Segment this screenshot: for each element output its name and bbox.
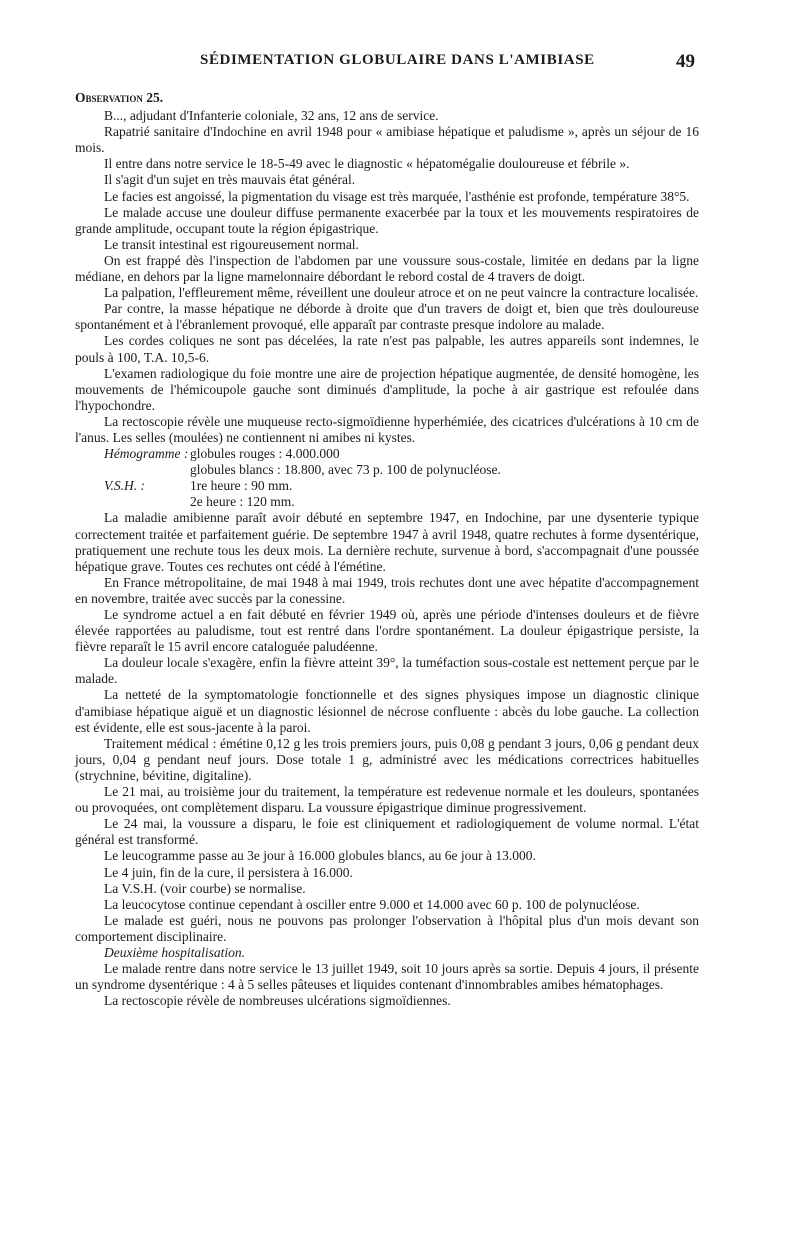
white-cells-value: globules blancs : 18.800, avec 73 p. 100 de polynucléose. [190, 462, 501, 478]
paragraph: Le leucogramme passe au 3e jour à 16.000 globules blancs, au 6e jour à 13.000. [104, 848, 536, 864]
paragraph: Le malade rentre dans notre service le 13 juillet 1949, soit 10 jours après sa sortie. Depuis 4 jours, il présente un syndrome dysentérique : 4 à 5 selles pâteuses et liquides contenant d'innombrables amibes hématophages. [75, 961, 699, 993]
vsh-row-1 [75, 478, 699, 494]
observation-heading: Observation 25. [75, 90, 164, 105]
paragraph: Il s'agit d'un sujet en très mauvais état général. [104, 172, 356, 188]
vsh-first-hour: 1re heure : 90 mm. [190, 478, 293, 494]
paragraph: Le malade est guéri, nous ne pouvons pas prolonger l'observation à l'hôpital plus d'un mois devant son comportement disciplinaire. [75, 912, 699, 944]
paragraph: Les cordes coliques ne sont pas décelées, la rate n'est pas palpable, les autres appareils sont indemnes, le pouls à 100, T.A. 10,5-6. [75, 333, 699, 365]
hemogramme-row-2 [75, 462, 699, 478]
paragraph: La rectoscopie révèle de nombreuses ulcérations sigmoïdiennes. [104, 993, 451, 1009]
paragraph: La rectoscopie révèle une muqueuse recto-sigmoïdienne hyperhémiée, des cicatrices d'ulcérations à 10 cm de l'anus. Les selles (moulées) ne contiennent ni amibes ni kystes. [75, 413, 699, 445]
paragraph: Le facies est angoissé, la pigmentation du visage est très marquée, l'asthénie est profonde, température 38°5. [104, 188, 690, 204]
hemogramme-label: Hémogramme : [104, 446, 189, 462]
paragraph: On est frappé dès l'inspection de l'abdomen par une voussure sous-costale, limitée en dedans par la ligne médiane, en dehors par la ligne mamelonnaire débordant le rebord costal de 4 travers de doigt. [75, 252, 699, 285]
paragraph: Le 24 mai, la voussure a disparu, le foie est cliniquement et radiologiquement de volume normal. L'état général est transformé. [75, 816, 699, 848]
paragraph: La palpation, l'effleurement même, réveillent une douleur atroce et on ne peut vaincre la contracture localisée. [104, 285, 699, 301]
page-number: 49 [676, 51, 695, 72]
second-hospitalisation-heading: Deuxième hospitalisation. [104, 944, 245, 960]
paragraph: En France métropolitaine, de mai 1948 à mai 1949, trois rechutes dont une avec hépatite d'accompagnement en novembre, traitée avec succès par la conessine. [75, 574, 699, 606]
paragraph: Le syndrome actuel a en fait débuté en février 1949 où, après une période d'intenses douleurs et de fièvre élevée rapportées au paludisme, tout est rentré dans l'ordre spontanément. La douleur épigastrique persiste, la fièvre reparaît le 15 avril encore cataloguée paludéenne. [75, 607, 699, 655]
paragraph: La maladie amibienne paraît avoir débuté en septembre 1947, en Indochine, par une dysenterie typique correctement traitée et parfaitement guérie. De septembre 1947 à avril 1948, quatre rechutes à forme dysentérique, pratiquement une rechute tous les deux mois. La dernière rechute, survenue à bord, s'accompagnait d'une poussée hépatique grave. Toutes ces rechutes ont cédé à l'émétine. [75, 510, 699, 574]
paragraph: Le transit intestinal est rigoureusement normal. [104, 236, 359, 252]
vsh-label: V.S.H. : [104, 478, 146, 494]
clinical-paragraphs [75, 108, 699, 446]
paragraph: La leucocytose continue cependant à osciller entre 9.000 et 14.000 avec 60 p. 100 de polynucléose. [104, 896, 640, 912]
paragraph: Traitement médical : émétine 0,12 g les trois premiers jours, puis 0,08 g pendant 3 jours, 0,06 g pendant deux jours, 0,04 g pendant neuf jours. Dose totale 1 g, administré avec les médications correctrices habituelles (strychnine, bévitine, digitaline). [75, 735, 699, 783]
hemogramme-row-1 [75, 446, 699, 462]
lab-label-spacer [75, 494, 190, 510]
paragraph: La douleur locale s'exagère, enfin la fièvre atteint 39°, la tuméfaction sous-costale est nettement perçue par le malade. [75, 655, 699, 687]
paragraph: Par contre, la masse hépatique ne déborde à droite que d'un travers de doigt et, bien que très douloureuse spontanément et à l'ébranlement provoqué, elle apparaît par contraste presque indolore au malade. [75, 301, 699, 333]
paragraph: Il entre dans notre service le 18-5-49 avec le diagnostic « hépatomégalie douloureuse et fébrile ». [104, 156, 630, 172]
paragraph: L'examen radiologique du foie montre une aire de projection hépatique augmentée, de densité homogène, les mouvements de l'hémicoupole gauche sont diminués d'amplitude, la poche à air gastrique est refoulée dans l'hypochondre. [75, 365, 699, 413]
paragraph: La V.S.H. (voir courbe) se normalise. [104, 880, 306, 896]
vsh-second-hour: 2e heure : 120 mm. [190, 494, 295, 510]
paragraph: Le 21 mai, au troisième jour du traitement, la température est redevenue normale et les douleurs, spontanées ou provoquées, ont complètement disparu. La voussure épigastrique diminue progressivement. [75, 784, 699, 816]
history-paragraphs [75, 510, 699, 945]
second-stay-paragraphs [75, 961, 699, 1009]
page-body [75, 90, 699, 1009]
red-cells-value: globules rouges : 4.000.000 [190, 446, 340, 462]
paragraph: La netteté de la symptomatologie fonctionnelle et des signes physiques impose un diagnostic clinique d'amibiase hépatique aiguë et un diagnostic lésionnel de nécrose confluente : abcès du lobe gauche. La collection est évidente, elle est sous-jacente à la paroi. [75, 687, 699, 735]
paragraph: Le 4 juin, fin de la cure, il persistera à 16.000. [104, 864, 353, 880]
vsh-row-2 [75, 494, 699, 510]
paragraph: B..., adjudant d'Infanterie coloniale, 32 ans, 12 ans de service. [104, 108, 439, 124]
lab-label-spacer [75, 462, 190, 478]
paragraph: Le malade accuse une douleur diffuse permanente exacerbée par la toux et les mouvements respiratoires de grande amplitude, occupant toute la région épigastrique. [75, 204, 699, 236]
paragraph: Rapatrié sanitaire d'Indochine en avril 1948 pour « amibiase hépatique et paludisme », après un séjour de 16 mois. [75, 124, 699, 156]
running-title: SÉDIMENTATION GLOBULAIRE DANS L'AMIBIASE [200, 52, 595, 68]
